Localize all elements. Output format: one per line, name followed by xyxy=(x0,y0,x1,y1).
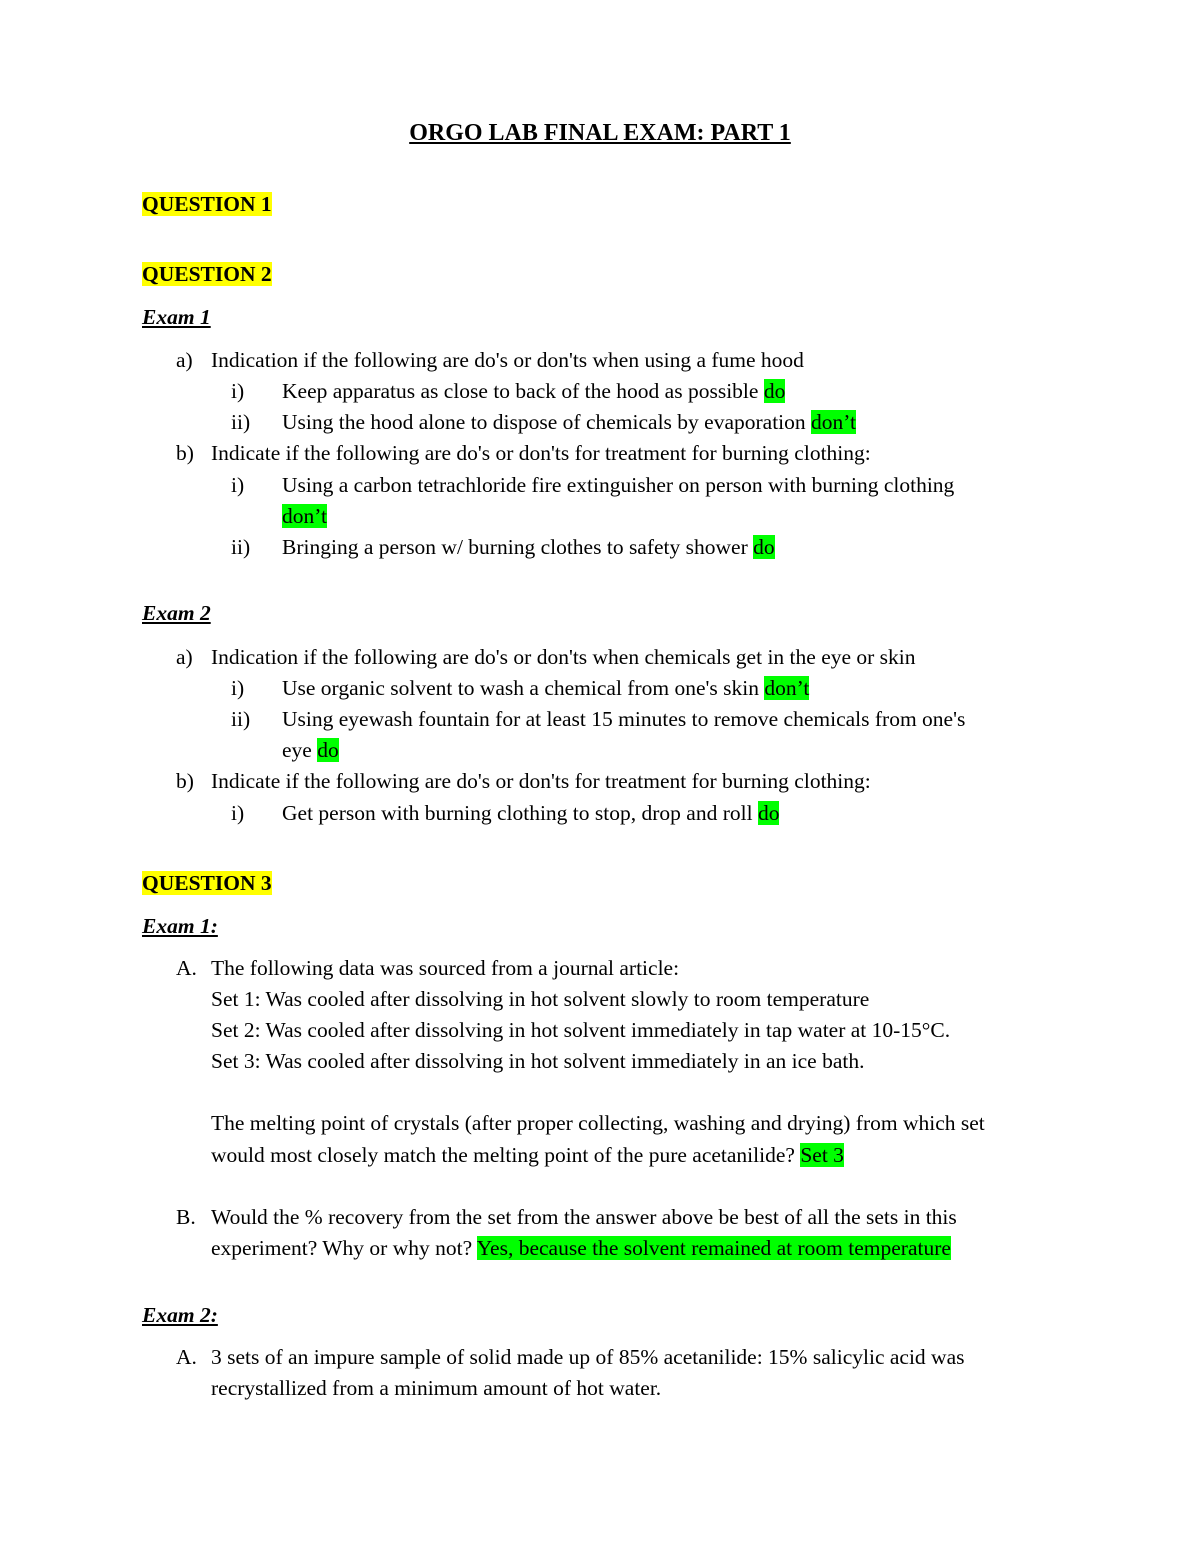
q3-e1-A-line1: The following data was sourced from a journal article: xyxy=(211,956,680,980)
list-marker: A. xyxy=(176,1345,197,1369)
question-1-heading: QUESTION 1 xyxy=(142,192,272,216)
answer-highlight: do xyxy=(317,738,339,762)
list-marker: a) xyxy=(176,645,193,669)
q3-exam-2-label: Exam 2: xyxy=(142,1303,218,1327)
list-marker: B. xyxy=(176,1205,196,1229)
list-marker: i) xyxy=(231,473,245,497)
q3-e1-B-line2: experiment? Why or why not? Yes, because the solvent remained at room temperature xyxy=(211,1236,951,1260)
q2-e2-b-text: Indicate if the following are do's or don'ts for treatment for burning clothing: xyxy=(211,769,871,793)
list-marker: A. xyxy=(176,956,197,980)
answer-highlight: don’t xyxy=(764,676,810,700)
list-marker: i) xyxy=(231,676,245,700)
answer-highlight: don’t xyxy=(282,504,327,528)
q2-e1-a-i-item: Keep apparatus as close to back of the hood as possible do xyxy=(282,379,786,403)
q3-e1-question-line1: The melting point of crystals (after proper collecting, washing and drying) from which set xyxy=(211,1111,985,1135)
q2-e2-b-i-item: Get person with burning clothing to stop, drop and roll do xyxy=(282,801,780,825)
q3-e1-set2: Set 2: Was cooled after dissolving in hot solvent immediately in tap water at 10-15°C. xyxy=(211,1018,951,1042)
list-marker: ii) xyxy=(231,707,251,731)
q2-e1-a-text: Indication if the following are do's or don'ts when using a fume hood xyxy=(211,348,804,372)
list-marker: b) xyxy=(176,769,194,793)
list-marker: ii) xyxy=(231,535,251,559)
answer-highlight: Set 3 xyxy=(800,1143,844,1167)
question-3-heading: QUESTION 3 xyxy=(142,871,272,895)
q2-e2-a-i-item: Use organic solvent to wash a chemical from one's skin don’t xyxy=(282,676,810,700)
q2-e1-b-i-answer xyxy=(282,501,327,531)
list-marker: i) xyxy=(231,379,245,403)
list-marker: i) xyxy=(231,801,245,825)
q2-e1-b-ii-item: Bringing a person w/ burning clothes to safety shower do xyxy=(282,535,775,559)
list-marker: ii) xyxy=(231,410,251,434)
q2-exam-1-label: Exam 1 xyxy=(142,305,211,329)
answer-highlight: don’t xyxy=(811,410,857,434)
answer-highlight: do xyxy=(757,801,780,825)
answer-highlight: do xyxy=(763,379,786,403)
q2-exam-2-label: Exam 2 xyxy=(142,601,211,625)
question-2-heading: QUESTION 2 xyxy=(142,262,272,286)
q3-e2-A-line1: 3 sets of an impure sample of solid made up of 85% acetanilide: 15% salicylic acid was xyxy=(211,1345,965,1369)
answer-highlight: do xyxy=(753,535,775,559)
list-marker: b) xyxy=(176,441,194,465)
q2-e2-a-text: Indication if the following are do's or don'ts when chemicals get in the eye or skin xyxy=(211,645,916,669)
q3-e1-question-line2: would most closely match the melting point of the pure acetanilide? Set 3 xyxy=(211,1143,844,1167)
q3-e1-set1: Set 1: Was cooled after dissolving in hot solvent slowly to room temperature xyxy=(211,987,870,1011)
q2-e1-a-ii-item: Using the hood alone to dispose of chemicals by evaporation don’t xyxy=(282,410,857,434)
q2-e2-a-ii-continuation: eye do xyxy=(282,738,339,762)
document-title: ORGO LAB FINAL EXAM: PART 1 xyxy=(409,120,791,146)
q2-e2-a-ii-item: Using eyewash fountain for at least 15 minutes to remove chemicals from one's xyxy=(282,707,966,731)
list-marker: a) xyxy=(176,348,193,372)
q2-e1-b-text: Indicate if the following are do's or don'ts for treatment for burning clothing: xyxy=(211,441,871,465)
q3-e1-B-line1: Would the % recovery from the set from the answer above be best of all the sets in this xyxy=(211,1205,957,1229)
q3-exam-1-label: Exam 1: xyxy=(142,914,218,938)
q3-e2-A-line2: recrystallized from a minimum amount of hot water. xyxy=(211,1376,662,1400)
q3-e1-set3: Set 3: Was cooled after dissolving in hot solvent immediately in an ice bath. xyxy=(211,1049,865,1073)
answer-highlight: Yes, because the solvent remained at room temperature xyxy=(476,1236,951,1260)
q2-e1-b-i-item: Using a carbon tetrachloride fire extinguisher on person with burning clothing xyxy=(282,473,955,497)
